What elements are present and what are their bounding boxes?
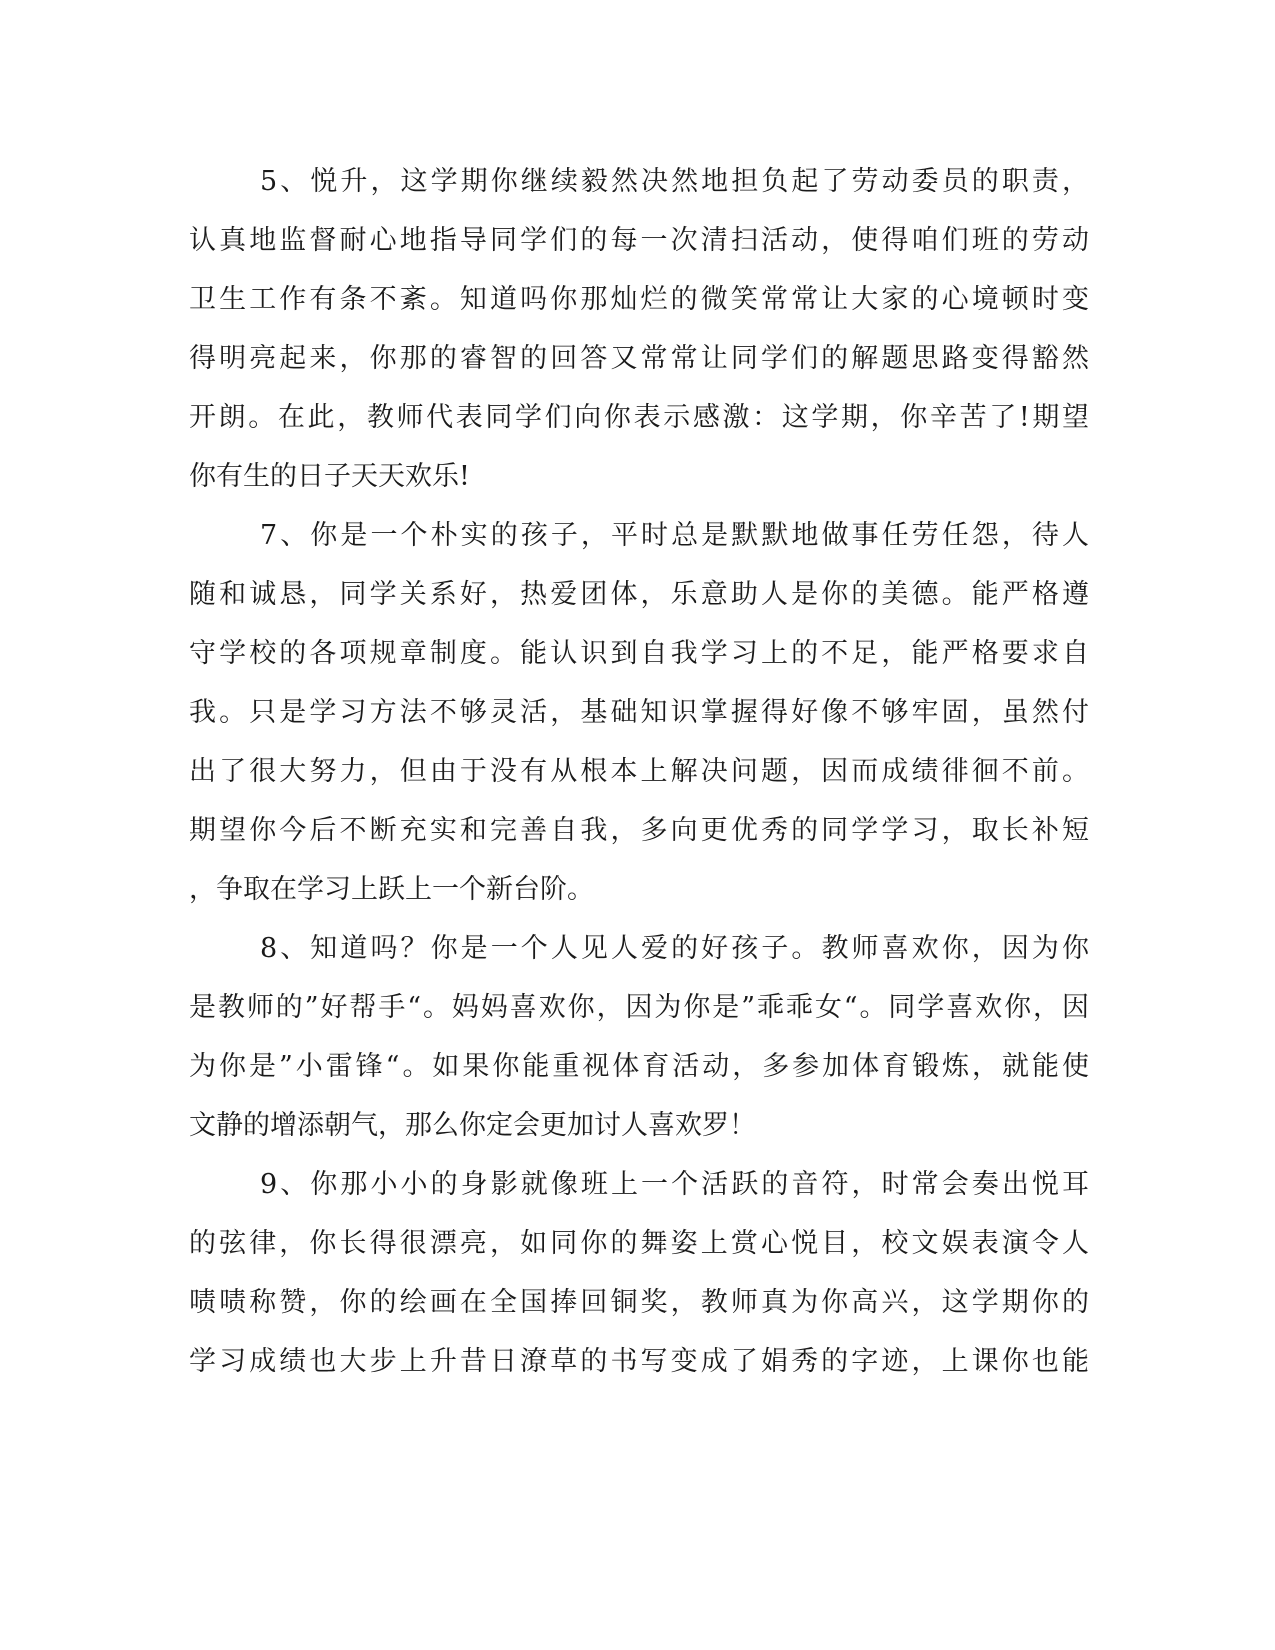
paragraph-7-line-6: 期望你今后不断充实和完善自我，多向更优秀的同学学习，取长补短	[189, 815, 1089, 846]
paragraph-7-line-2: 随和诚恳，同学关系好，热爱团体，乐意助人是你的美德。能严格遵	[189, 579, 1089, 610]
paragraph-8-line-3: 为你是”小雷锋“。如果你能重视体育活动，多参加体育锻炼，就能使	[189, 1051, 1089, 1082]
paragraph-9-line-3: 啧啧称赞，你的绘画在全国捧回铜奖，教师真为你高兴，这学期你的	[189, 1287, 1089, 1318]
paragraph-9-line-2: 的弦律，你长得很漂亮，如同你的舞姿上赏心悦目，校文娱表演令人	[189, 1228, 1089, 1259]
paragraph-7-line-1: 7、你是一个朴实的孩子，平时总是默默地做事任劳任怨，待人	[260, 520, 1089, 551]
paragraph-7-line-4: 我。只是学习方法不够灵活，基础知识掌握得好像不够牢固，虽然付	[189, 697, 1089, 728]
paragraph-5-line-5: 开朗。在此，教师代表同学们向你表示感激：这学期，你辛苦了!期望	[189, 402, 1089, 433]
paragraph-5-line-1: 5、悦升，这学期你继续毅然决然地担负起了劳动委员的职责，	[260, 166, 1089, 197]
paragraph-5-line-2: 认真地监督耐心地指导同学们的每一次清扫活动，使得咱们班的劳动	[189, 225, 1089, 256]
paragraph-5-line-6: 你有生的日子天天欢乐!	[189, 461, 470, 492]
paragraph-8-line-4: 文静的增添朝气，那么你定会更加讨人喜欢罗！	[189, 1110, 756, 1141]
paragraph-8-line-2: 是教师的”好帮手“。妈妈喜欢你，因为你是”乖乖女“。同学喜欢你，因	[189, 992, 1089, 1023]
paragraph-7-line-7: ，争取在学习上跃上一个新台阶。	[189, 874, 594, 905]
paragraph-5-line-4: 得明亮起来，你那的睿智的回答又常常让同学们的解题思路变得豁然	[189, 343, 1089, 374]
paragraph-5-line-3: 卫生工作有条不紊。知道吗你那灿烂的微笑常常让大家的心境顿时变	[189, 284, 1089, 315]
paragraph-8-line-1: 8、知道吗？你是一个人见人爱的好孩子。教师喜欢你，因为你	[260, 933, 1089, 964]
paragraph-9-line-4: 学习成绩也大步上升昔日潦草的书写变成了娟秀的字迹，上课你也能	[189, 1346, 1089, 1377]
paragraph-7-line-5: 出了很大努力，但由于没有从根本上解决问题，因而成绩徘徊不前。	[189, 756, 1089, 787]
paragraph-7-line-3: 守学校的各项规章制度。能认识到自我学习上的不足，能严格要求自	[189, 638, 1089, 669]
paragraph-9-line-1: 9、你那小小的身影就像班上一个活跃的音符，时常会奏出悦耳	[260, 1169, 1089, 1200]
